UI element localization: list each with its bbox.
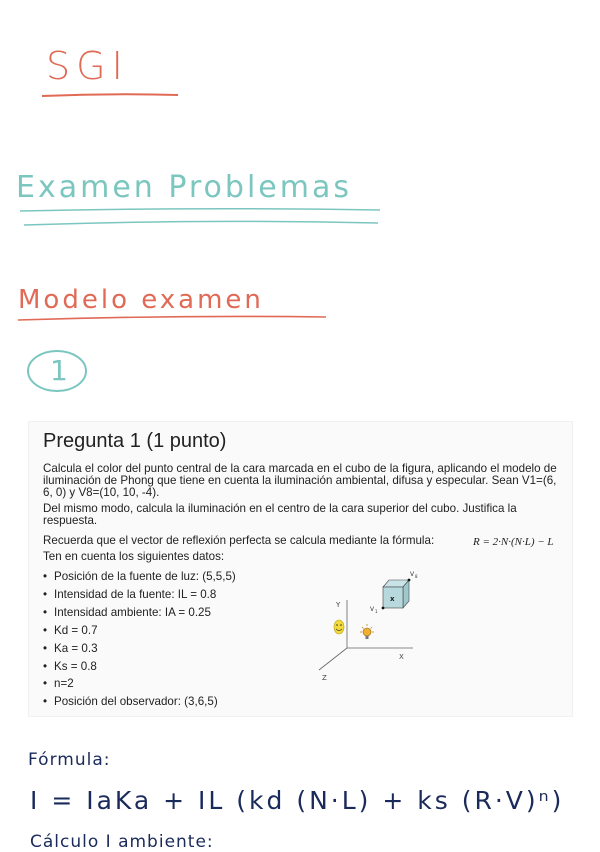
- data-item: • Kd = 0.7: [43, 622, 236, 640]
- x-axis-label: X: [399, 653, 404, 661]
- formula-label: Fórmula:: [28, 750, 111, 770]
- data-item: • Intensidad de la fuente: IL = 0.8: [43, 586, 236, 604]
- z-axis-line: [319, 648, 347, 670]
- v8-label: V: [410, 571, 415, 578]
- data-item: • Ka = 0.3: [43, 640, 236, 658]
- exam-underline: [18, 205, 383, 229]
- sgi-heading: SGI: [46, 44, 129, 88]
- observer-icon: [334, 620, 344, 634]
- reflection-formula: R = 2·N·(N·L) − L: [473, 536, 554, 548]
- v1-label: V: [370, 606, 375, 613]
- question-card: [28, 421, 573, 717]
- sgi-underline: [40, 93, 180, 97]
- question-paragraph-4: Ten en cuenta los siguientes datos:: [43, 550, 225, 563]
- v1-subscript: 1: [375, 609, 378, 614]
- v1-point: [382, 607, 385, 610]
- exam-heading: Examen Problemas: [16, 170, 352, 205]
- question-paragraph-2: Del mismo modo, calcula la iluminación en el centro de la cara superior del cubo. Justifica la respuesta.: [43, 502, 517, 527]
- ambient-calc-label: Cálculo I ambiente:: [30, 832, 214, 852]
- y-axis-label: Y: [336, 601, 341, 609]
- model-underline: [16, 313, 328, 323]
- cube-face-mark: x: [390, 595, 395, 603]
- data-item: • Ks = 0.8: [43, 658, 236, 676]
- v8-point: [408, 579, 411, 582]
- data-item: • n=2: [43, 675, 236, 693]
- question-number-circle: [26, 348, 88, 394]
- cube-figure: [309, 567, 449, 687]
- data-item: • Posición del observador: (3,6,5): [43, 693, 236, 711]
- data-item: • Intensidad ambiente: IA = 0.25: [43, 604, 236, 622]
- z-axis-label: Z: [322, 674, 327, 682]
- data-list: [43, 568, 236, 711]
- question-paragraph-1: Calcula el color del punto central de la cara marcada en el cubo de la figura, aplicando el modelo de iluminación de Phong que tiene en cuenta la iluminación ambiental, difusa y especular. Sean V1=(6, 6, 0) y V8=(10, 10, -4).: [43, 462, 557, 499]
- model-heading: Modelo examen: [18, 285, 264, 315]
- v8-subscript: 8: [415, 574, 418, 579]
- question-paragraph-3: Recuerda que el vector de reflexión perfecta se calcula mediante la fórmula:: [43, 534, 435, 547]
- light-bulb-icon: [360, 624, 374, 639]
- phong-equation: I = IaKa + IL (kd (N·L) + ks (R·V)ⁿ): [30, 786, 565, 815]
- data-item: • Posición de la fuente de luz: (5,5,5): [43, 568, 236, 586]
- question-title: Pregunta 1 (1 punto): [43, 430, 227, 452]
- question-number: 1: [50, 354, 68, 387]
